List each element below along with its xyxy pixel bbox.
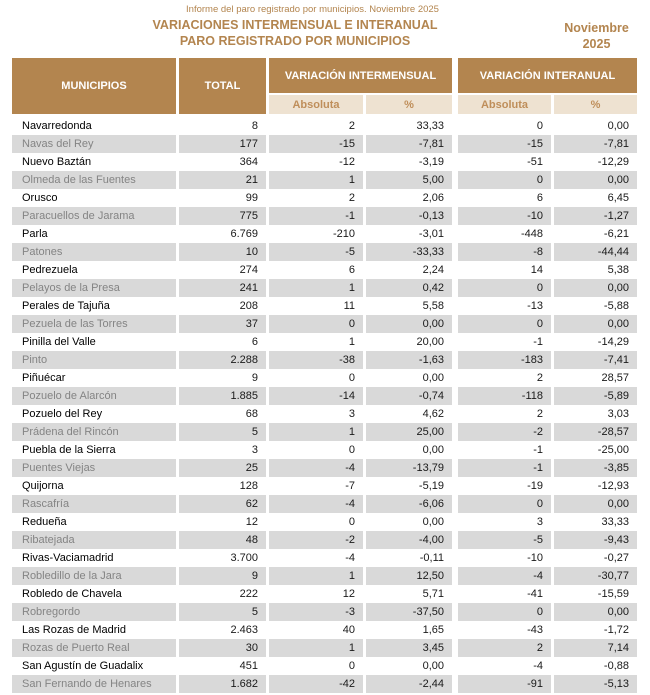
cell-name: Nuevo Baztán <box>12 153 176 171</box>
cell-total: 9 <box>179 369 266 387</box>
cell-m-pct: -7,81 <box>366 135 452 153</box>
cell-total: 5 <box>179 603 266 621</box>
cell-name: Pozuelo del Rey <box>12 405 176 423</box>
cell-y-pct: -12,29 <box>554 153 637 171</box>
cell-m-pct: -0,13 <box>366 207 452 225</box>
table-row <box>12 567 637 585</box>
cell-total: 3 <box>179 441 266 459</box>
table-row <box>12 279 637 297</box>
cell-total: 6.769 <box>179 225 266 243</box>
table-row <box>12 549 637 567</box>
col-group-intermensual: VARIACIÓN INTERMENSUAL <box>269 58 452 93</box>
cell-m-pct: -3,01 <box>366 225 452 243</box>
cell-y-pct: -7,81 <box>554 135 637 153</box>
cell-y-pct: -14,29 <box>554 333 637 351</box>
cell-m-pct: 2,24 <box>366 261 452 279</box>
cell-y-abs: 2 <box>458 369 551 387</box>
cell-y-abs: -1 <box>458 459 551 477</box>
cell-y-pct: -28,57 <box>554 423 637 441</box>
cell-y-pct: -6,21 <box>554 225 637 243</box>
cell-name: Patones <box>12 243 176 261</box>
cell-total: 99 <box>179 189 266 207</box>
cell-total: 8 <box>179 117 266 135</box>
cell-y-pct: 6,45 <box>554 189 637 207</box>
cell-y-abs: 2 <box>458 639 551 657</box>
cell-y-abs: -15 <box>458 135 551 153</box>
cell-name: Quijorna <box>12 477 176 495</box>
cell-name: Las Rozas de Madrid <box>12 621 176 639</box>
cell-total: 2.463 <box>179 621 266 639</box>
table-row <box>12 621 637 639</box>
table-row <box>12 153 637 171</box>
cell-y-abs: 6 <box>458 189 551 207</box>
cell-name: Orusco <box>12 189 176 207</box>
cell-name: Olmeda de las Fuentes <box>12 171 176 189</box>
table-row <box>12 225 637 243</box>
cell-y-pct: -9,43 <box>554 531 637 549</box>
cell-y-pct: -0,88 <box>554 657 637 675</box>
col-group-interanual: VARIACIÓN INTERANUAL <box>458 58 637 93</box>
cell-m-pct: 4,62 <box>366 405 452 423</box>
cell-name: San Agustín de Guadalix <box>12 657 176 675</box>
cell-y-abs: -118 <box>458 387 551 405</box>
cell-name: Navarredonda <box>12 117 176 135</box>
cell-m-abs: 1 <box>269 567 363 585</box>
cell-name: Pinilla del Valle <box>12 333 176 351</box>
table-row <box>12 585 637 603</box>
cell-total: 3.700 <box>179 549 266 567</box>
cell-y-abs: 0 <box>458 315 551 333</box>
cell-m-pct: 5,58 <box>366 297 452 315</box>
cell-m-abs: -38 <box>269 351 363 369</box>
cell-m-pct: 0,00 <box>366 441 452 459</box>
col-subheader-intermensual-absoluta: Absoluta <box>269 95 363 114</box>
cell-y-abs: -13 <box>458 297 551 315</box>
cell-y-abs: 3 <box>458 513 551 531</box>
cell-total: 222 <box>179 585 266 603</box>
cell-y-abs: 2 <box>458 405 551 423</box>
cell-y-pct: -0,27 <box>554 549 637 567</box>
table-row <box>12 135 637 153</box>
table-row <box>12 423 637 441</box>
cell-y-abs: -43 <box>458 621 551 639</box>
cell-m-abs: 1 <box>269 171 363 189</box>
cell-m-pct: 5,00 <box>366 171 452 189</box>
cell-total: 68 <box>179 405 266 423</box>
table-row <box>12 333 637 351</box>
table-row <box>12 261 637 279</box>
cell-y-abs: -4 <box>458 657 551 675</box>
cell-y-pct: 28,57 <box>554 369 637 387</box>
cell-m-abs: -1 <box>269 207 363 225</box>
table-row <box>12 297 637 315</box>
cell-m-pct: 33,33 <box>366 117 452 135</box>
cell-total: 2.288 <box>179 351 266 369</box>
cell-y-pct: -44,44 <box>554 243 637 261</box>
cell-y-pct: -1,27 <box>554 207 637 225</box>
cell-m-abs: -4 <box>269 459 363 477</box>
cell-m-abs: 2 <box>269 189 363 207</box>
table-row <box>12 405 637 423</box>
report-title-line2: PARO REGISTRADO POR MUNICIPIOS <box>179 34 411 48</box>
cell-y-abs: 0 <box>458 495 551 513</box>
col-subheader-intermensual-pct: % <box>366 95 452 114</box>
cell-total: 30 <box>179 639 266 657</box>
table-row <box>12 531 637 549</box>
cell-m-pct: 20,00 <box>366 333 452 351</box>
cell-m-pct: -1,63 <box>366 351 452 369</box>
table-row <box>12 369 637 387</box>
cell-name: Parla <box>12 225 176 243</box>
cell-y-pct: 0,00 <box>554 315 637 333</box>
table-row <box>12 675 637 693</box>
cell-y-abs: -8 <box>458 243 551 261</box>
cell-name: Pedrezuela <box>12 261 176 279</box>
cell-y-pct: -25,00 <box>554 441 637 459</box>
municipalities-table <box>12 58 637 693</box>
cell-m-abs: 1 <box>269 333 363 351</box>
table-row <box>12 603 637 621</box>
table-row <box>12 189 637 207</box>
cell-m-pct: -0,74 <box>366 387 452 405</box>
cell-m-pct: -6,06 <box>366 495 452 513</box>
cell-m-pct: -2,44 <box>366 675 452 693</box>
cell-y-pct: -7,41 <box>554 351 637 369</box>
cell-y-abs: -2 <box>458 423 551 441</box>
cell-y-pct: 0,00 <box>554 495 637 513</box>
cell-y-abs: -10 <box>458 549 551 567</box>
cell-name: Redueña <box>12 513 176 531</box>
cell-y-abs: -1 <box>458 441 551 459</box>
period-month: Noviembre <box>564 21 629 35</box>
report-subtitle: Informe del paro registrado por municipios. Noviembre 2025 <box>186 4 439 15</box>
cell-m-abs: 40 <box>269 621 363 639</box>
cell-total: 1.682 <box>179 675 266 693</box>
cell-total: 10 <box>179 243 266 261</box>
cell-name: Perales de Tajuña <box>12 297 176 315</box>
cell-total: 62 <box>179 495 266 513</box>
cell-y-pct: -30,77 <box>554 567 637 585</box>
cell-m-pct: 0,00 <box>366 657 452 675</box>
cell-total: 25 <box>179 459 266 477</box>
cell-y-pct: -12,93 <box>554 477 637 495</box>
cell-y-abs: -51 <box>458 153 551 171</box>
cell-name: Rivas-Vaciamadrid <box>12 549 176 567</box>
table-row <box>12 387 637 405</box>
cell-name: Pozuelo de Alarcón <box>12 387 176 405</box>
cell-m-abs: 1 <box>269 423 363 441</box>
cell-total: 128 <box>179 477 266 495</box>
cell-y-pct: 0,00 <box>554 117 637 135</box>
cell-total: 1.885 <box>179 387 266 405</box>
table-row <box>12 117 637 135</box>
cell-total: 208 <box>179 297 266 315</box>
cell-name: Robregordo <box>12 603 176 621</box>
cell-y-abs: -4 <box>458 567 551 585</box>
cell-m-pct: 0,42 <box>366 279 452 297</box>
group-interanual <box>458 58 637 114</box>
table-row <box>12 171 637 189</box>
cell-m-abs: 11 <box>269 297 363 315</box>
table-body <box>12 117 637 693</box>
table-row <box>12 459 637 477</box>
cell-y-pct: 0,00 <box>554 603 637 621</box>
table-row <box>12 495 637 513</box>
cell-y-abs: 0 <box>458 279 551 297</box>
cell-y-pct: -1,72 <box>554 621 637 639</box>
report-period <box>549 20 644 52</box>
table-row <box>12 477 637 495</box>
cell-m-abs: 0 <box>269 441 363 459</box>
cell-y-pct: -5,13 <box>554 675 637 693</box>
cell-y-pct: 3,03 <box>554 405 637 423</box>
cell-m-pct: 3,45 <box>366 639 452 657</box>
cell-m-pct: 0,00 <box>366 513 452 531</box>
cell-name: Paracuellos de Jarama <box>12 207 176 225</box>
cell-y-abs: -91 <box>458 675 551 693</box>
cell-m-pct: 1,65 <box>366 621 452 639</box>
cell-name: Pelayos de la Presa <box>12 279 176 297</box>
cell-total: 241 <box>179 279 266 297</box>
col-subheader-interanual-absoluta: Absoluta <box>458 95 551 114</box>
cell-total: 364 <box>179 153 266 171</box>
cell-y-abs: -448 <box>458 225 551 243</box>
cell-y-pct: -3,85 <box>554 459 637 477</box>
cell-m-abs: -4 <box>269 495 363 513</box>
cell-m-abs: 0 <box>269 369 363 387</box>
report-title-line1: VARIACIONES INTERMENSUAL E INTERANUAL <box>152 18 438 32</box>
cell-total: 37 <box>179 315 266 333</box>
group-intermensual <box>269 58 452 114</box>
cell-m-abs: -15 <box>269 135 363 153</box>
cell-y-abs: -19 <box>458 477 551 495</box>
cell-m-pct: -5,19 <box>366 477 452 495</box>
cell-y-pct: -5,89 <box>554 387 637 405</box>
table-row <box>12 639 637 657</box>
table-row <box>12 441 637 459</box>
cell-m-abs: -210 <box>269 225 363 243</box>
cell-m-pct: 25,00 <box>366 423 452 441</box>
cell-y-pct: 0,00 <box>554 279 637 297</box>
cell-m-abs: 0 <box>269 315 363 333</box>
cell-total: 274 <box>179 261 266 279</box>
col-subheader-interanual-pct: % <box>554 95 637 114</box>
table-row <box>12 315 637 333</box>
table-row <box>12 513 637 531</box>
cell-m-abs: -7 <box>269 477 363 495</box>
cell-y-abs: 0 <box>458 117 551 135</box>
cell-m-abs: 1 <box>269 279 363 297</box>
cell-m-abs: 0 <box>269 657 363 675</box>
cell-name: Pinto <box>12 351 176 369</box>
cell-total: 21 <box>179 171 266 189</box>
cell-m-pct: -3,19 <box>366 153 452 171</box>
cell-m-abs: 12 <box>269 585 363 603</box>
table-row <box>12 243 637 261</box>
cell-m-abs: -3 <box>269 603 363 621</box>
cell-m-abs: 1 <box>269 639 363 657</box>
cell-m-pct: -0,11 <box>366 549 452 567</box>
cell-m-pct: -4,00 <box>366 531 452 549</box>
cell-name: Puentes Viejas <box>12 459 176 477</box>
cell-y-abs: -10 <box>458 207 551 225</box>
cell-m-pct: 0,00 <box>366 369 452 387</box>
cell-y-pct: 33,33 <box>554 513 637 531</box>
cell-name: Ribatejada <box>12 531 176 549</box>
cell-y-abs: -5 <box>458 531 551 549</box>
cell-name: Puebla de la Sierra <box>12 441 176 459</box>
cell-y-abs: 0 <box>458 603 551 621</box>
cell-name: Rascafría <box>12 495 176 513</box>
cell-m-pct: 5,71 <box>366 585 452 603</box>
cell-y-abs: -183 <box>458 351 551 369</box>
cell-name: Navas del Rey <box>12 135 176 153</box>
cell-m-abs: 3 <box>269 405 363 423</box>
cell-name: Rozas de Puerto Real <box>12 639 176 657</box>
table-header <box>12 58 637 114</box>
cell-m-abs: -4 <box>269 549 363 567</box>
cell-name: Robledillo de la Jara <box>12 567 176 585</box>
cell-m-pct: 0,00 <box>366 315 452 333</box>
cell-y-pct: 7,14 <box>554 639 637 657</box>
cell-m-pct: 12,50 <box>366 567 452 585</box>
cell-total: 451 <box>179 657 266 675</box>
col-header-total: TOTAL <box>179 58 266 114</box>
cell-y-pct: -15,59 <box>554 585 637 603</box>
cell-m-abs: -2 <box>269 531 363 549</box>
cell-m-pct: -37,50 <box>366 603 452 621</box>
cell-total: 9 <box>179 567 266 585</box>
period-year: 2025 <box>582 37 611 51</box>
cell-total: 48 <box>179 531 266 549</box>
cell-m-pct: -33,33 <box>366 243 452 261</box>
col-header-municipios: MUNICIPIOS <box>12 58 176 114</box>
cell-total: 5 <box>179 423 266 441</box>
cell-name: San Fernando de Henares <box>12 675 176 693</box>
report-title <box>75 17 515 49</box>
cell-y-abs: 0 <box>458 171 551 189</box>
cell-total: 177 <box>179 135 266 153</box>
cell-m-abs: -12 <box>269 153 363 171</box>
cell-m-abs: -14 <box>269 387 363 405</box>
cell-m-pct: 2,06 <box>366 189 452 207</box>
cell-y-pct: -5,88 <box>554 297 637 315</box>
cell-y-abs: -41 <box>458 585 551 603</box>
cell-m-abs: -5 <box>269 243 363 261</box>
cell-m-abs: -42 <box>269 675 363 693</box>
table-row <box>12 657 637 675</box>
cell-m-abs: 2 <box>269 117 363 135</box>
cell-total: 12 <box>179 513 266 531</box>
cell-name: Prádena del Rincón <box>12 423 176 441</box>
cell-y-abs: 14 <box>458 261 551 279</box>
cell-y-pct: 5,38 <box>554 261 637 279</box>
cell-m-pct: -13,79 <box>366 459 452 477</box>
table-row <box>12 351 637 369</box>
cell-name: Robledo de Chavela <box>12 585 176 603</box>
cell-total: 775 <box>179 207 266 225</box>
cell-y-pct: 0,00 <box>554 171 637 189</box>
cell-total: 6 <box>179 333 266 351</box>
cell-y-abs: -1 <box>458 333 551 351</box>
cell-name: Piñuécar <box>12 369 176 387</box>
cell-m-abs: 0 <box>269 513 363 531</box>
cell-name: Pezuela de las Torres <box>12 315 176 333</box>
cell-m-abs: 6 <box>269 261 363 279</box>
table-row <box>12 207 637 225</box>
